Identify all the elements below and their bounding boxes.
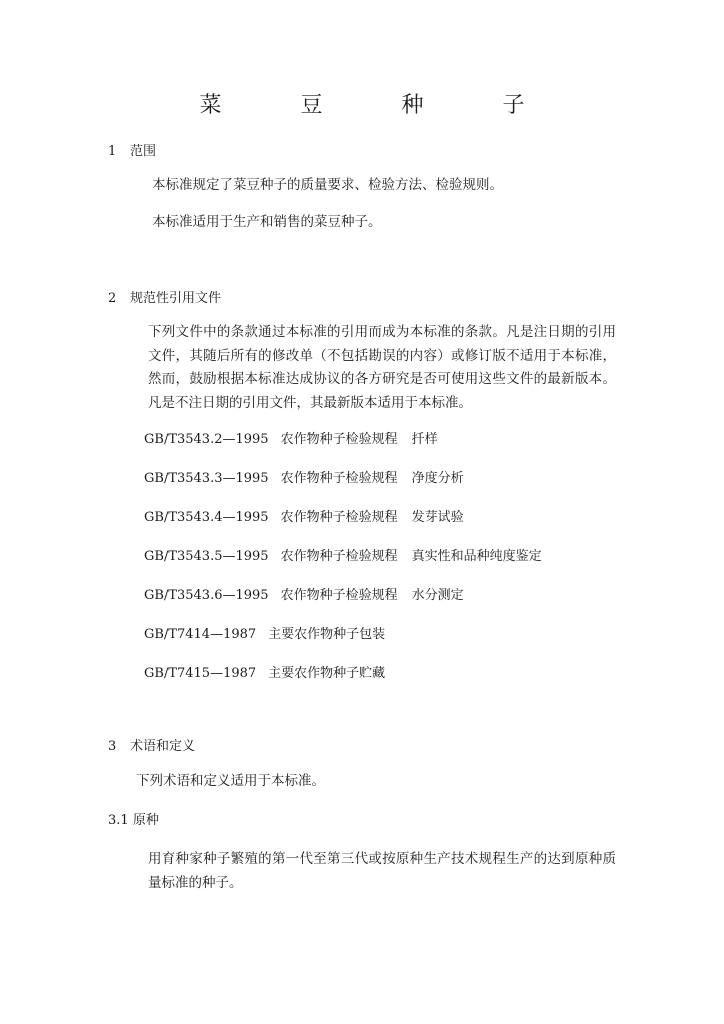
- reference-title: 主要农作物种子贮藏: [268, 666, 386, 681]
- reference-title: 农作物种子检验规程: [280, 510, 398, 525]
- section-3-title: 术语和定义: [130, 739, 196, 754]
- section-2-body: [108, 321, 616, 415]
- reference-item: [144, 662, 385, 681]
- section-1-title: 范围: [130, 144, 157, 159]
- reference-title: 农作物种子检验规程: [280, 432, 398, 447]
- section-2-number: 2: [108, 291, 117, 306]
- subsection-3-1-title: 原种: [132, 813, 159, 828]
- section-3-paragraph-1: 下列术语和定义适用于本标准。: [136, 773, 325, 789]
- reference-subtitle: 真实性和品种纯度鉴定: [411, 549, 542, 564]
- reference-subtitle: 净度分析: [411, 471, 464, 486]
- section-3-number: 3: [108, 739, 117, 754]
- reference-title: 农作物种子检验规程: [280, 471, 398, 486]
- reference-code: GB/T3543.6—1995: [144, 588, 269, 603]
- subsection-3-1-body: [108, 848, 616, 895]
- section-1-heading: [108, 140, 156, 159]
- subsection-3-1-number: 3.1: [108, 813, 129, 828]
- section-1-paragraph-2: 本标准适用于生产和销售的菜豆种子。: [152, 214, 382, 230]
- reference-item: [144, 545, 542, 564]
- section-2-title: 规范性引用文件: [130, 291, 222, 306]
- reference-subtitle: 发芽试验: [411, 510, 464, 525]
- reference-item: [144, 584, 464, 603]
- reference-title: 农作物种子检验规程: [280, 588, 398, 603]
- reference-code: GB/T3543.5—1995: [144, 549, 269, 564]
- reference-code: GB/T7415—1987: [144, 666, 257, 681]
- reference-item: [144, 467, 464, 486]
- subsection-3-1-heading: [108, 809, 159, 828]
- reference-subtitle: 扦样: [411, 432, 438, 447]
- reference-item: [144, 428, 438, 447]
- reference-code: GB/T3543.3—1995: [144, 471, 269, 486]
- section-1-number: 1: [108, 144, 117, 159]
- reference-item: [144, 623, 385, 642]
- reference-title: 农作物种子检验规程: [280, 549, 398, 564]
- reference-item: [144, 506, 464, 525]
- subsection-3-1-body-text: 用育种家种子繁殖的第一代至第三代或按原种生产技术规程生产的达到原种质量标准的种子。: [148, 851, 616, 891]
- section-1-paragraph-1: 本标准规定了菜豆种子的质量要求、检验方法、检验规则。: [152, 177, 503, 193]
- section-2-body-text: 下列文件中的条款通过本标准的引用而成为本标准的条款。凡是注日期的引用文件，其随后所有的修改单（不包括勘误的内容）或修订版不适用于本标准，然而，鼓励根据本标准达成协议的各方研究是否可使用这些文件的最新版本。凡是不注日期的引用文件，其最新版本适用于本标准。: [148, 324, 616, 411]
- reference-subtitle: 水分测定: [411, 588, 464, 603]
- section-3-heading: [108, 735, 195, 754]
- section-2-heading: [108, 287, 221, 306]
- reference-code: GB/T7414—1987: [144, 627, 257, 642]
- reference-code: GB/T3543.4—1995: [144, 510, 269, 525]
- document-title: 菜 豆 种 子: [199, 93, 561, 118]
- reference-code: GB/T3543.2—1995: [144, 432, 269, 447]
- reference-title: 主要农作物种子包装: [268, 627, 386, 642]
